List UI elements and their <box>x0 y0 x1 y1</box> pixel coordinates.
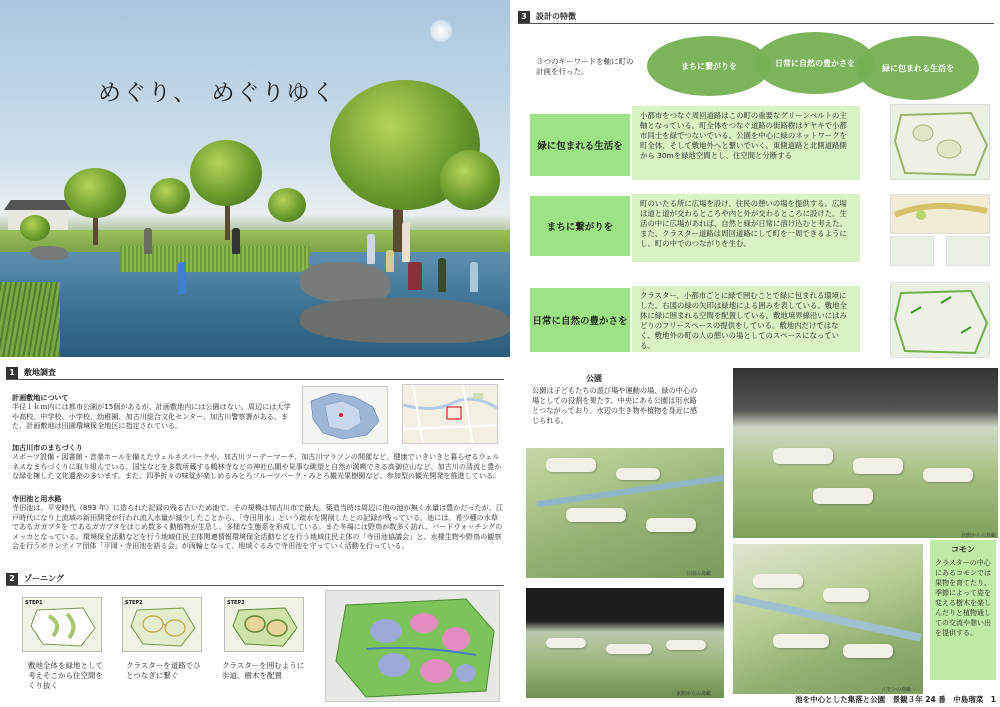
person-child <box>470 262 478 292</box>
tree <box>20 215 50 241</box>
plan-town-a-graphic <box>891 195 990 234</box>
park-description: 公園は子どもたちの遊び場や運動の場、緑の中心の場としての役割を果たす。中央にある公園は用水路とつながっており、水辺の生き物や植物を身近に感じられる。 <box>532 386 698 425</box>
model-building <box>546 638 586 648</box>
rock <box>300 298 510 343</box>
model-building <box>773 634 829 648</box>
hero-rendering <box>0 0 510 357</box>
area-map <box>402 384 498 444</box>
tree <box>64 168 126 218</box>
common-panel <box>930 540 996 680</box>
step3-label: STEP3 <box>227 600 245 606</box>
step2-caption: クラスターを道路でひとつなぎに繋ぐ <box>126 661 201 680</box>
plan-nature-graphic <box>891 283 990 358</box>
tree <box>150 178 190 214</box>
city-map-graphic <box>303 387 388 444</box>
feature-desc-green: 小都市をつなぐ周回道路はこの町の重要なグリーンベルトの主軸となっている。町全体をつなぐ道路の街路樹はケヤキで小都市同士を緑でつないでいる。公園を中心に緑のネットワークを町全体、そして敷地外へと繋いでいく。東側道路と北側道路側から 30mを緑地空間とし、住空間と分断する <box>632 106 860 180</box>
zoning-step3-diagram <box>224 597 304 652</box>
section3-header <box>518 10 994 24</box>
oval-town-connection: まちに繋がりを <box>647 36 771 96</box>
section2-title: ゾーニング <box>24 574 64 583</box>
zoning-plan-graphic <box>326 591 500 702</box>
model-building <box>753 574 803 588</box>
model-building <box>606 644 652 654</box>
sun-glare <box>430 20 452 42</box>
section3-title: 設計の特徴 <box>536 12 576 21</box>
section1-header <box>6 366 504 380</box>
tree <box>268 188 306 222</box>
east-caption: 東側からの鳥瞰 <box>676 691 712 697</box>
person-adult <box>232 228 240 254</box>
rock <box>30 246 68 260</box>
model-building <box>566 508 626 522</box>
pond-text <box>12 494 504 550</box>
section2-number: 2 <box>6 573 18 585</box>
park-caption: 公園の鳥瞰 <box>686 571 712 577</box>
rock <box>300 262 390 302</box>
pond-body: 寺田池は、平安時代（893 年）に造られた記録の残る古いため池で、その規模は加古川市で最大。築造当時は周辺に他の池が無く水量は豊かだったが、江戸時代になり上流域の新田開発が行われ流入水量が減少したことから、「寺田用水」という疏水を開削したとの記録が残っている。池には、希少種の水草であるガガブタを であるガガブタをはじめ数多く動植物が生息し、多様な生態系を形成している。また冬場には野鳥が数多く訪れ、バードウォッチングのメッカとなっている。環境保全活動などを行う地域住民主体関連情報環境保全活動などを行う地域住民主体の「寺田池協議会」と、水棲生物や野鳥の観察会を行うボランティア団体「平岡・寺田池を語る会」が両輪となって、地域ぐるみで寺田池を守っていく活動を行っている。 <box>12 503 503 551</box>
city-map <box>302 386 388 444</box>
common-model-photo <box>733 544 923 694</box>
person-adult <box>438 258 446 292</box>
step3-caption: クラスターを囲むように歩道、樹木を配置 <box>222 661 305 680</box>
person-adult <box>367 234 375 264</box>
feature-keyword-town: まちに繋がりを <box>530 196 630 256</box>
site-plan-heading: 計画敷地について <box>12 393 69 402</box>
model-building <box>843 644 893 658</box>
plan-green-graphic <box>891 105 990 180</box>
common-caption: コモンの鳥瞰 <box>881 687 912 693</box>
model-building <box>823 588 869 602</box>
common-title: コモン <box>951 545 975 554</box>
feature-plan-town-c <box>946 236 990 266</box>
reeds <box>0 282 60 357</box>
oval-green-life: 緑に包まれる生活を <box>857 36 979 100</box>
hero-title: めぐり、 めぐりゆく <box>98 80 337 106</box>
feature-plan-green <box>890 104 990 180</box>
zoning-plan <box>325 590 500 702</box>
model-building <box>546 458 596 472</box>
east-model-photo <box>526 588 724 698</box>
park-model-photo <box>526 368 724 578</box>
north-caption: 北側からの鳥瞰 <box>961 533 997 538</box>
zoning-step1-diagram <box>22 597 102 652</box>
step3-graphic <box>225 598 305 653</box>
model-building <box>923 468 973 482</box>
model-building <box>616 468 660 480</box>
north-model-photo <box>733 368 998 538</box>
section3-number: 3 <box>518 11 530 23</box>
city-planning-body: スポーツ設備・図書館・音楽ホールを備えたウェルネスパークや、加古川ツーデーマーチ、加古川マラソンの開催など、健康でいきいきと暮らせるウェルネスなまちづくりに取り組んでいる。国宝などを多数所蔵する鶴林寺などの神社仏閣や見事な眺望と自然が満喫できる高御位山など、加古川の清流と豊かな緑を擁した文化遺産の多います。また、四季折々の味覚が楽しめるみとろフルーツパーク・みとろ観光果樹園など、参加型の観光開発を推進している。 <box>12 452 502 481</box>
feature-keyword-green: 緑に包まれる生活を <box>530 114 630 176</box>
section2-header <box>6 572 504 586</box>
person-adult <box>402 222 410 262</box>
step2-label: STEP2 <box>125 600 143 606</box>
distant-house-roof <box>4 200 72 210</box>
pond-heading: 寺田池と用水路 <box>12 494 62 503</box>
oval-daily-nature: 日常に自然の豊かさを <box>755 32 875 94</box>
step1-graphic <box>23 598 103 653</box>
park-title: 公園 <box>586 374 602 383</box>
step1-label: STEP1 <box>25 600 43 606</box>
feature-desc-nature: クラスター、小都市ごとに緑で囲むことで緑に包まれる環境にした。右図の緑の矢印は緑地による囲みを表している。敷地全体に緑に囲まれる空間を配置している。敷地境界線沿いにはみどりのフリースペースの提供をしている。敷地内だけではなく、敷地外の町の人の憩いの場としてのスペースになっている。 <box>632 286 860 352</box>
step2-graphic <box>123 598 203 653</box>
keyword-intro: ３つのキーワードを軸に町の計画を行った。 <box>536 57 634 76</box>
person-adult <box>144 228 152 254</box>
feature-keyword-nature: 日常に自然の豊かさを <box>530 288 630 352</box>
section1-title: 敷地調査 <box>24 368 56 377</box>
model-building <box>666 640 706 650</box>
city-planning-heading: 加古川市のまちづくり <box>12 443 83 452</box>
person-adult <box>408 262 422 290</box>
feature-desc-town: 町のいたる所に広場を設け、住民の憩いの場を提供する。広場は道と道が交わるところや内と外が交わるところに設けた。生活の中に広場があれば、自然と緑が日常に溶け込むと考えた。また、クラスター道路は周回道路にして町を一周できるようにし、町の中でのつながりを生む。 <box>632 194 860 262</box>
site-plan-text <box>12 393 294 431</box>
zoning-step2-diagram <box>122 597 202 652</box>
person-child <box>386 250 394 272</box>
feature-plan-town-b <box>890 236 934 266</box>
step1-caption: 敷地全体を緑地として考えそこから住空間をくり抜く <box>28 661 103 690</box>
common-description: クラスターの中心にあるコモンでは果物を育てたり、季節によって姿を変える樹木を楽しんだりと植物通しての交流や憩い出を提供する。 <box>935 559 991 637</box>
big-tree <box>440 150 500 210</box>
feature-plan-nature <box>890 282 990 358</box>
model-building <box>773 448 833 464</box>
section1-number: 1 <box>6 367 18 379</box>
feature-plan-town-a <box>890 194 990 234</box>
city-planning-text <box>12 443 504 481</box>
person-child <box>178 262 186 294</box>
model-building <box>646 518 696 532</box>
area-map-graphic <box>403 385 498 444</box>
model-building <box>853 458 903 474</box>
tree <box>190 140 262 206</box>
model-building <box>813 488 873 504</box>
site-plan-body: 半径１ｋｍ内には都市公園が15個があるが、計画敷地内には公園はない。周辺には大学や高校、中学校、小学校、幼稚園、加古川総合文化センター、加古川警察署がある。また、計画敷地は田園環境保全地区に指定されている。 <box>12 402 291 431</box>
footer-credit: 池を中心とした集落と公園 景観３年 24 番 中島瑠菜 1 <box>795 695 996 704</box>
